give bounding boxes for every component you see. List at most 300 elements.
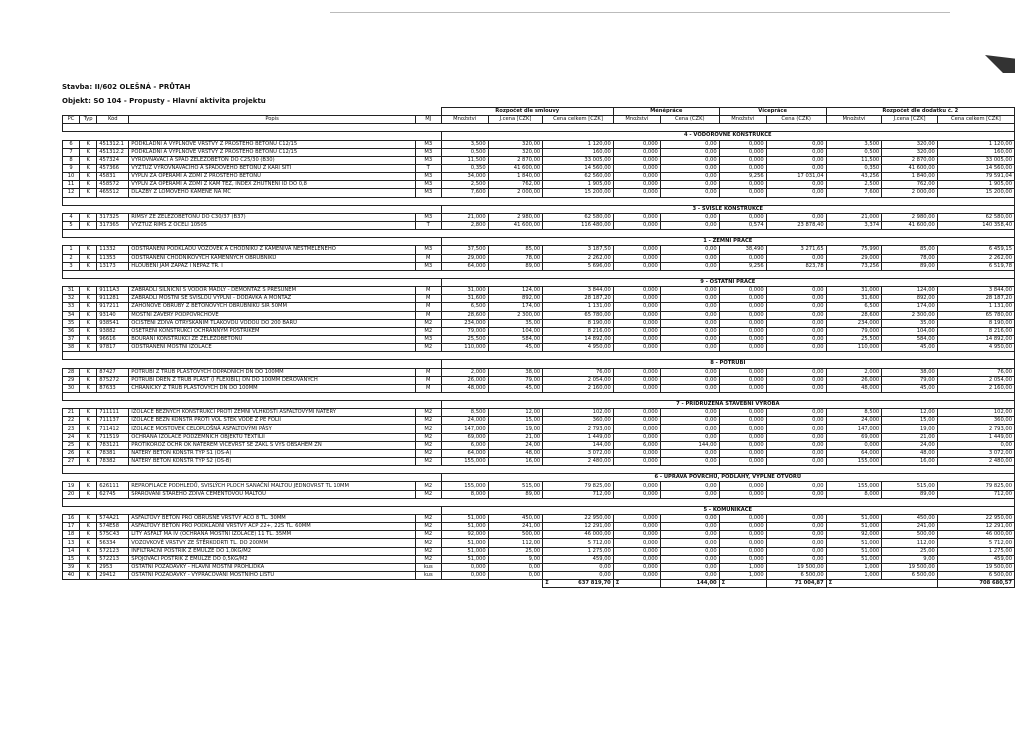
table-cell: ODSTRANĚNÍ PODKLADŮ VOZOVEK A CHODNÍKŮ Z KAMENIVA NESTMELENÉHO	[129, 246, 416, 254]
table-cell: 0,00	[766, 555, 826, 563]
table-cell: 0,000	[613, 482, 660, 490]
col-v-c: Cena (CZK)	[766, 116, 826, 124]
table-cell: 79,00	[882, 376, 938, 384]
table-cell: 51,000	[441, 547, 488, 555]
table-cell: 0,000	[719, 376, 766, 384]
table-cell: 79 825,00	[937, 482, 1014, 490]
table-cell: 110,000	[441, 344, 488, 352]
table-row	[63, 572, 1015, 580]
table-cell: 0,000	[719, 531, 766, 539]
table-cell: 0,000	[613, 189, 660, 197]
scan-artifact-line	[330, 12, 950, 13]
table-cell: 2 980,00	[488, 213, 543, 221]
table-cell: ODSTRANĚNÍ CHODNÍKOVÝCH KAMENNÝCH OBRUBNÍKŮ	[129, 254, 416, 262]
table-cell: 0,00	[660, 221, 719, 229]
table-cell: 2 793,00	[937, 425, 1014, 433]
table-cell: K	[80, 254, 97, 262]
table-cell: 7,600	[441, 189, 488, 197]
table-cell: 22	[63, 417, 80, 425]
col-d-mn: Množství	[826, 116, 882, 124]
table-cell: 0,000	[719, 482, 766, 490]
table-cell: K	[80, 384, 97, 392]
section-header-row	[63, 278, 1015, 286]
table-cell: 45,00	[488, 344, 543, 352]
table-cell: 711519	[97, 433, 129, 441]
table-cell: 144,00	[660, 441, 719, 449]
table-cell: 6 500,00	[937, 572, 1014, 580]
table-cell: 87633	[97, 384, 129, 392]
table-cell: 31	[63, 287, 80, 295]
table-cell: M2	[415, 327, 441, 335]
table-cell: 0,000	[613, 156, 660, 164]
table-cell: VÝZTUŽ ŘÍMS Z OCELI 10505	[129, 221, 416, 229]
table-cell: 875272	[97, 376, 129, 384]
table-row	[63, 181, 1015, 189]
table-cell: 155,000	[826, 482, 882, 490]
table-cell: 12,00	[488, 409, 543, 417]
table-cell: M3	[415, 140, 441, 148]
table-cell: 76,00	[937, 368, 1014, 376]
table-cell: 37,500	[441, 246, 488, 254]
table-cell: 0,00	[766, 523, 826, 531]
table-cell: 0,00	[766, 140, 826, 148]
table-cell: 572123	[97, 547, 129, 555]
table-cell: 35,00	[488, 319, 543, 327]
table-cell: K	[80, 295, 97, 303]
table-cell: K	[80, 327, 97, 335]
table-cell: 29,000	[826, 254, 882, 262]
table-cell: M	[415, 295, 441, 303]
table-cell: 1,000	[719, 572, 766, 580]
table-cell: 62 580,00	[543, 213, 614, 221]
table-cell: POTRUBÍ DREN Z TRUB PLAST (I FLEXIBIL) DN DO 100MM DĚROVANÝCH	[129, 376, 416, 384]
table-cell: 25	[63, 441, 80, 449]
table-cell: 0,000	[719, 539, 766, 547]
table-cell: 0,00	[660, 409, 719, 417]
table-cell: 26,000	[826, 376, 882, 384]
table-cell: 0,00	[543, 563, 614, 571]
table-cell: 0,000	[613, 376, 660, 384]
table-cell: 1,000	[719, 563, 766, 571]
table-cell: 0,000	[613, 311, 660, 319]
table-cell: 69,000	[441, 433, 488, 441]
table-cell: 13	[63, 539, 80, 547]
table-cell: 8 216,00	[543, 327, 614, 335]
table-cell: 0,00	[766, 311, 826, 319]
table-cell: 28,600	[826, 311, 882, 319]
table-cell: 33	[63, 303, 80, 311]
table-cell: 0,00	[660, 449, 719, 457]
table-cell: K	[80, 344, 97, 352]
table-cell: 0,00	[660, 148, 719, 156]
table-cell: 11353	[97, 254, 129, 262]
table-cell: 64,000	[826, 449, 882, 457]
table-cell: 360,00	[543, 417, 614, 425]
table-cell: kus	[415, 572, 441, 580]
table-cell: 320,00	[882, 140, 938, 148]
table-cell: 2 054,00	[543, 376, 614, 384]
table-cell: M2	[415, 409, 441, 417]
table-cell: 174,00	[488, 303, 543, 311]
table-cell: 458572	[97, 181, 129, 189]
table-cell: 45,00	[488, 384, 543, 392]
table-cell: 0,000	[613, 572, 660, 580]
total-vicprace: 71 004,87	[766, 580, 826, 588]
table-cell: 79,000	[441, 327, 488, 335]
table-cell: 22 950,00	[937, 515, 1014, 523]
table-cell: 0,000	[719, 254, 766, 262]
table-cell: 41 600,00	[882, 164, 938, 172]
table-cell: 5	[63, 221, 80, 229]
table-cell: 23	[63, 425, 80, 433]
table-cell: 124,00	[488, 287, 543, 295]
table-cell: 0,00	[766, 482, 826, 490]
group-vicprace: Vícepráce	[719, 108, 826, 116]
table-cell: M2	[415, 490, 441, 498]
table-cell: 8 216,00	[937, 327, 1014, 335]
table-row	[63, 409, 1015, 417]
table-cell: 2 000,00	[488, 189, 543, 197]
table-cell: 1 449,00	[543, 433, 614, 441]
table-cell: 19 500,00	[882, 563, 938, 571]
table-cell: 31,000	[441, 287, 488, 295]
table-cell: ŘÍMSY ZE ŽELEZOBETONU DO C30/37 (B37)	[129, 213, 416, 221]
table-cell: 37	[63, 335, 80, 343]
table-cell: 0,00	[766, 515, 826, 523]
table-cell: 25,00	[882, 547, 938, 555]
table-cell: 73,256	[826, 262, 882, 270]
table-cell: 0,000	[719, 327, 766, 335]
table-cell: VÝPLŇ ZA OPĚRAMI A ZDMI Z PROSTÉHO BETONU	[129, 173, 416, 181]
table-cell: 1 840,00	[882, 173, 938, 181]
table-cell: VYROVNÁVACÍ A SPÁD ŽELEZOBETON DO C25/30 (B30)	[129, 156, 416, 164]
table-cell: 2 262,00	[937, 254, 1014, 262]
table-cell: 89,00	[488, 490, 543, 498]
table-cell: 0,000	[613, 417, 660, 425]
section-header-row	[63, 401, 1015, 409]
table-cell: OČIŠTĚNÍ ZDIVA OTRYSKÁNÍM TLAKOVOU VODOU DO 200 BARŮ	[129, 319, 416, 327]
table-cell: 20	[63, 490, 80, 498]
table-row	[63, 164, 1015, 172]
table-cell: 41 600,00	[488, 221, 543, 229]
table-cell: 0,350	[441, 164, 488, 172]
table-cell: 65 780,00	[543, 311, 614, 319]
table-cell: 0,00	[766, 409, 826, 417]
table-cell: 0,00	[660, 287, 719, 295]
table-cell: 6,000	[613, 441, 660, 449]
table-cell: 1 275,00	[543, 547, 614, 555]
col-s-jc: J.cena [CZK]	[488, 116, 543, 124]
table-cell: 938541	[97, 319, 129, 327]
table-row	[63, 555, 1015, 563]
table-cell: 155,000	[826, 458, 882, 466]
table-cell: 79 825,00	[543, 482, 614, 490]
table-cell: 317365	[97, 221, 129, 229]
table-cell: 112,00	[488, 539, 543, 547]
table-cell: 0,000	[719, 458, 766, 466]
table-cell: M	[415, 384, 441, 392]
table-cell: 3	[63, 262, 80, 270]
table-row	[63, 173, 1015, 181]
table-cell: 89,00	[882, 262, 938, 270]
table-cell: 451312.1	[97, 140, 129, 148]
table-cell: 0,000	[613, 148, 660, 156]
table-cell: 21,000	[826, 213, 882, 221]
table-cell: 0,00	[766, 344, 826, 352]
table-cell: 0,00	[660, 327, 719, 335]
table-cell: 51,000	[441, 539, 488, 547]
table-cell: 320,00	[488, 148, 543, 156]
table-cell: DLAŽBY Z LOMOVÉHO KAMENE NA MC	[129, 189, 416, 197]
table-cell: 0,000	[613, 335, 660, 343]
table-cell: K	[80, 441, 97, 449]
table-cell: K	[80, 148, 97, 156]
col-d-cc: Cena celkem [CZK]	[937, 116, 1014, 124]
section-gap	[63, 466, 1015, 474]
table-cell: 0,000	[613, 425, 660, 433]
table-cell: 93140	[97, 311, 129, 319]
table-cell: 0,00	[766, 213, 826, 221]
table-cell: 9,00	[882, 555, 938, 563]
table-cell: 160,00	[543, 148, 614, 156]
table-cell: 450,00	[882, 515, 938, 523]
table-cell: 11332	[97, 246, 129, 254]
table-cell: 320,00	[882, 148, 938, 156]
table-row	[63, 311, 1015, 319]
table-cell: K	[80, 417, 97, 425]
table-cell: 124,00	[882, 287, 938, 295]
table-cell: 51,000	[826, 539, 882, 547]
table-cell: M2	[415, 417, 441, 425]
stavba-label: Stavba:	[62, 83, 93, 91]
table-cell: 14	[63, 547, 80, 555]
table-cell: 15	[63, 555, 80, 563]
table-cell: 823,78	[766, 262, 826, 270]
table-cell: M2	[415, 441, 441, 449]
table-cell: 25,00	[488, 547, 543, 555]
table-cell: 0,000	[719, 148, 766, 156]
table-cell: 0,00	[660, 572, 719, 580]
table-cell: 19,00	[488, 425, 543, 433]
table-row	[63, 213, 1015, 221]
table-cell: 0,00	[543, 572, 614, 580]
table-cell: 0,000	[613, 368, 660, 376]
table-cell: 1 275,00	[937, 547, 1014, 555]
table-cell: 32	[63, 295, 80, 303]
table-cell: 317325	[97, 213, 129, 221]
table-cell: 8,500	[826, 409, 882, 417]
section-title: 9 - OSTATNÍ PRÁCE	[441, 278, 1014, 286]
table-cell: 0,00	[766, 531, 826, 539]
table-cell: 3 844,00	[937, 287, 1014, 295]
table-cell: 2 480,00	[543, 458, 614, 466]
section-title: 8 - POTRUBÍ	[441, 360, 1014, 368]
table-cell: 0,00	[660, 482, 719, 490]
table-cell: 0,000	[719, 311, 766, 319]
table-cell: 65 780,00	[937, 311, 1014, 319]
table-cell: 0,000	[613, 490, 660, 498]
objekt-value: SO 104 - Propusty - Hlavní aktivita projektu	[93, 97, 266, 105]
table-cell: 0,00	[766, 417, 826, 425]
table-cell: 234,000	[826, 319, 882, 327]
table-cell: 0,00	[660, 262, 719, 270]
table-cell: 1 449,00	[937, 433, 1014, 441]
group-smlouva: Rozpočet dle smlouvy	[441, 108, 613, 116]
table-cell: K	[80, 555, 97, 563]
table-cell: 711412	[97, 425, 129, 433]
table-cell: 0,00	[766, 189, 826, 197]
table-cell: M	[415, 287, 441, 295]
table-cell: 38,00	[882, 368, 938, 376]
table-cell: 459,00	[937, 555, 1014, 563]
table-cell: 147,000	[441, 425, 488, 433]
table-cell: 0,00	[660, 181, 719, 189]
table-cell: 0,00	[766, 384, 826, 392]
table-cell: 0,000	[719, 490, 766, 498]
table-cell: 0,000	[719, 425, 766, 433]
table-cell: 5 696,00	[543, 262, 614, 270]
table-cell: PROTIKOROZ OCHR OK NÁTĚREM VÍCEVRST SE ZÁKL S VYS OBSAHEM ZN	[129, 441, 416, 449]
section-gap	[63, 230, 1015, 238]
table-cell: 19	[63, 482, 80, 490]
table-cell: M2	[415, 547, 441, 555]
table-cell: 0,00	[766, 539, 826, 547]
table-cell: K	[80, 563, 97, 571]
table-cell: 51,000	[826, 523, 882, 531]
table-cell: POTRUBÍ Z TRUB PLASTOVÝCH ODPADNÍCH DN DO 100MM	[129, 368, 416, 376]
table-cell: 8,500	[441, 409, 488, 417]
table-row	[63, 458, 1015, 466]
col-mj: MJ	[415, 116, 441, 124]
table-cell: 89,00	[882, 490, 938, 498]
table-cell: 0,00	[488, 563, 543, 571]
table-cell: 78,00	[882, 254, 938, 262]
table-cell: 0,00	[660, 425, 719, 433]
table-row	[63, 156, 1015, 164]
table-cell: 0,000	[719, 368, 766, 376]
table-row	[63, 523, 1015, 531]
col-kod: Kód	[97, 116, 129, 124]
table-cell: 0,00	[660, 539, 719, 547]
table-cell: K	[80, 303, 97, 311]
table-cell: 0,000	[719, 449, 766, 457]
table-cell: 0,00	[660, 311, 719, 319]
table-cell: 0,00	[766, 287, 826, 295]
table-cell: 0,000	[613, 515, 660, 523]
table-cell: 0,500	[441, 148, 488, 156]
table-cell: 0,000	[613, 409, 660, 417]
table-cell: 2 980,00	[882, 213, 938, 221]
table-cell: 78382	[97, 458, 129, 466]
table-cell: 24,00	[882, 441, 938, 449]
table-cell: OSTATNÍ POŽADAVKY - VYPRACOVÁNÍ MOSTNÍHO LISTU	[129, 572, 416, 580]
table-cell: 11,500	[826, 156, 882, 164]
section-title: 3 - SVISLÉ KONSTRUKCE	[441, 205, 1014, 213]
section-gap	[63, 124, 1015, 132]
table-cell: 457324	[97, 156, 129, 164]
table-cell: 0,00	[766, 376, 826, 384]
table-cell: 3 072,00	[543, 449, 614, 457]
table-row	[63, 425, 1015, 433]
table-cell: M3	[415, 148, 441, 156]
table-cell: 712,00	[937, 490, 1014, 498]
table-cell: 69,000	[826, 433, 882, 441]
table-cell: 0,00	[766, 327, 826, 335]
table-cell: 33 005,00	[937, 156, 1014, 164]
table-cell: 25,500	[441, 335, 488, 343]
table-cell: 79,00	[488, 376, 543, 384]
table-cell: 3,500	[441, 140, 488, 148]
table-cell: 14 560,00	[937, 164, 1014, 172]
col-v-mn: Množství	[719, 116, 766, 124]
table-cell: 102,00	[543, 409, 614, 417]
table-cell: 0,000	[613, 523, 660, 531]
table-cell: 78381	[97, 449, 129, 457]
table-cell: 21,00	[488, 433, 543, 441]
table-cell: 0,000	[613, 303, 660, 311]
section-header-row	[63, 132, 1015, 140]
table-cell: 0,00	[660, 246, 719, 254]
table-cell: 41 600,00	[488, 164, 543, 172]
table-cell: 711137	[97, 417, 129, 425]
table-cell: 0,000	[613, 164, 660, 172]
table-cell: 2 000,00	[882, 189, 938, 197]
table-cell: 51,000	[441, 523, 488, 531]
table-cell: OSTATNÍ POŽADAVKY - HLAVNÍ MOSTNÍ PROHLÍDKA	[129, 563, 416, 571]
table-cell: 8	[63, 156, 80, 164]
table-cell: 0,000	[826, 441, 882, 449]
table-cell: 89,00	[488, 262, 543, 270]
table-cell: 2 300,00	[488, 311, 543, 319]
table-cell: 38,00	[488, 368, 543, 376]
col-typ: Typ	[80, 116, 97, 124]
stavba-value: II/602 OLEŠNÁ - PRŮTAH	[94, 83, 191, 91]
table-cell: 15,00	[882, 417, 938, 425]
sigma-symbol: Σ	[545, 580, 549, 587]
section-header-row	[63, 474, 1015, 482]
table-cell: 92,000	[441, 531, 488, 539]
table-cell: VOZOVKOVÉ VRSTVY ZE ŠTĚRKODRTI TL. DO 200MM	[129, 539, 416, 547]
table-cell: T	[415, 164, 441, 172]
table-cell: K	[80, 221, 97, 229]
table-row	[63, 384, 1015, 392]
table-cell: 0,000	[719, 409, 766, 417]
table-cell: REPROFILACE PODHLEDŮ, SVISLÝCH PLOCH SANAČNÍ MALTOU JEDNOVRST TL 10MM	[129, 482, 416, 490]
table-cell: 14 560,00	[543, 164, 614, 172]
table-cell: 48,000	[441, 384, 488, 392]
table-cell: 0,00	[660, 555, 719, 563]
stavba-line	[62, 83, 190, 91]
table-cell: 0,00	[660, 189, 719, 197]
table-cell: 11	[63, 181, 80, 189]
table-cell: 3 187,50	[543, 246, 614, 254]
table-cell: 62 560,00	[543, 173, 614, 181]
table-cell: 22 950,00	[543, 515, 614, 523]
table-cell: 0,00	[660, 295, 719, 303]
total-menprace-sigma: Σ	[613, 580, 660, 588]
table-cell: 45831	[97, 173, 129, 181]
table-cell: 93882	[97, 327, 129, 335]
table-cell: K	[80, 449, 97, 457]
table-cell: 2 480,00	[937, 458, 1014, 466]
table-cell: INFILTRAČNÍ POSTŘIK Z EMULZE DO 1,0KG/M2	[129, 547, 416, 555]
table-cell: 0,000	[719, 547, 766, 555]
table-cell: 1 120,00	[937, 140, 1014, 148]
table-row	[63, 482, 1015, 490]
table-cell: 2,500	[441, 181, 488, 189]
table-cell: 29	[63, 376, 80, 384]
table-cell: 6 459,15	[937, 246, 1014, 254]
